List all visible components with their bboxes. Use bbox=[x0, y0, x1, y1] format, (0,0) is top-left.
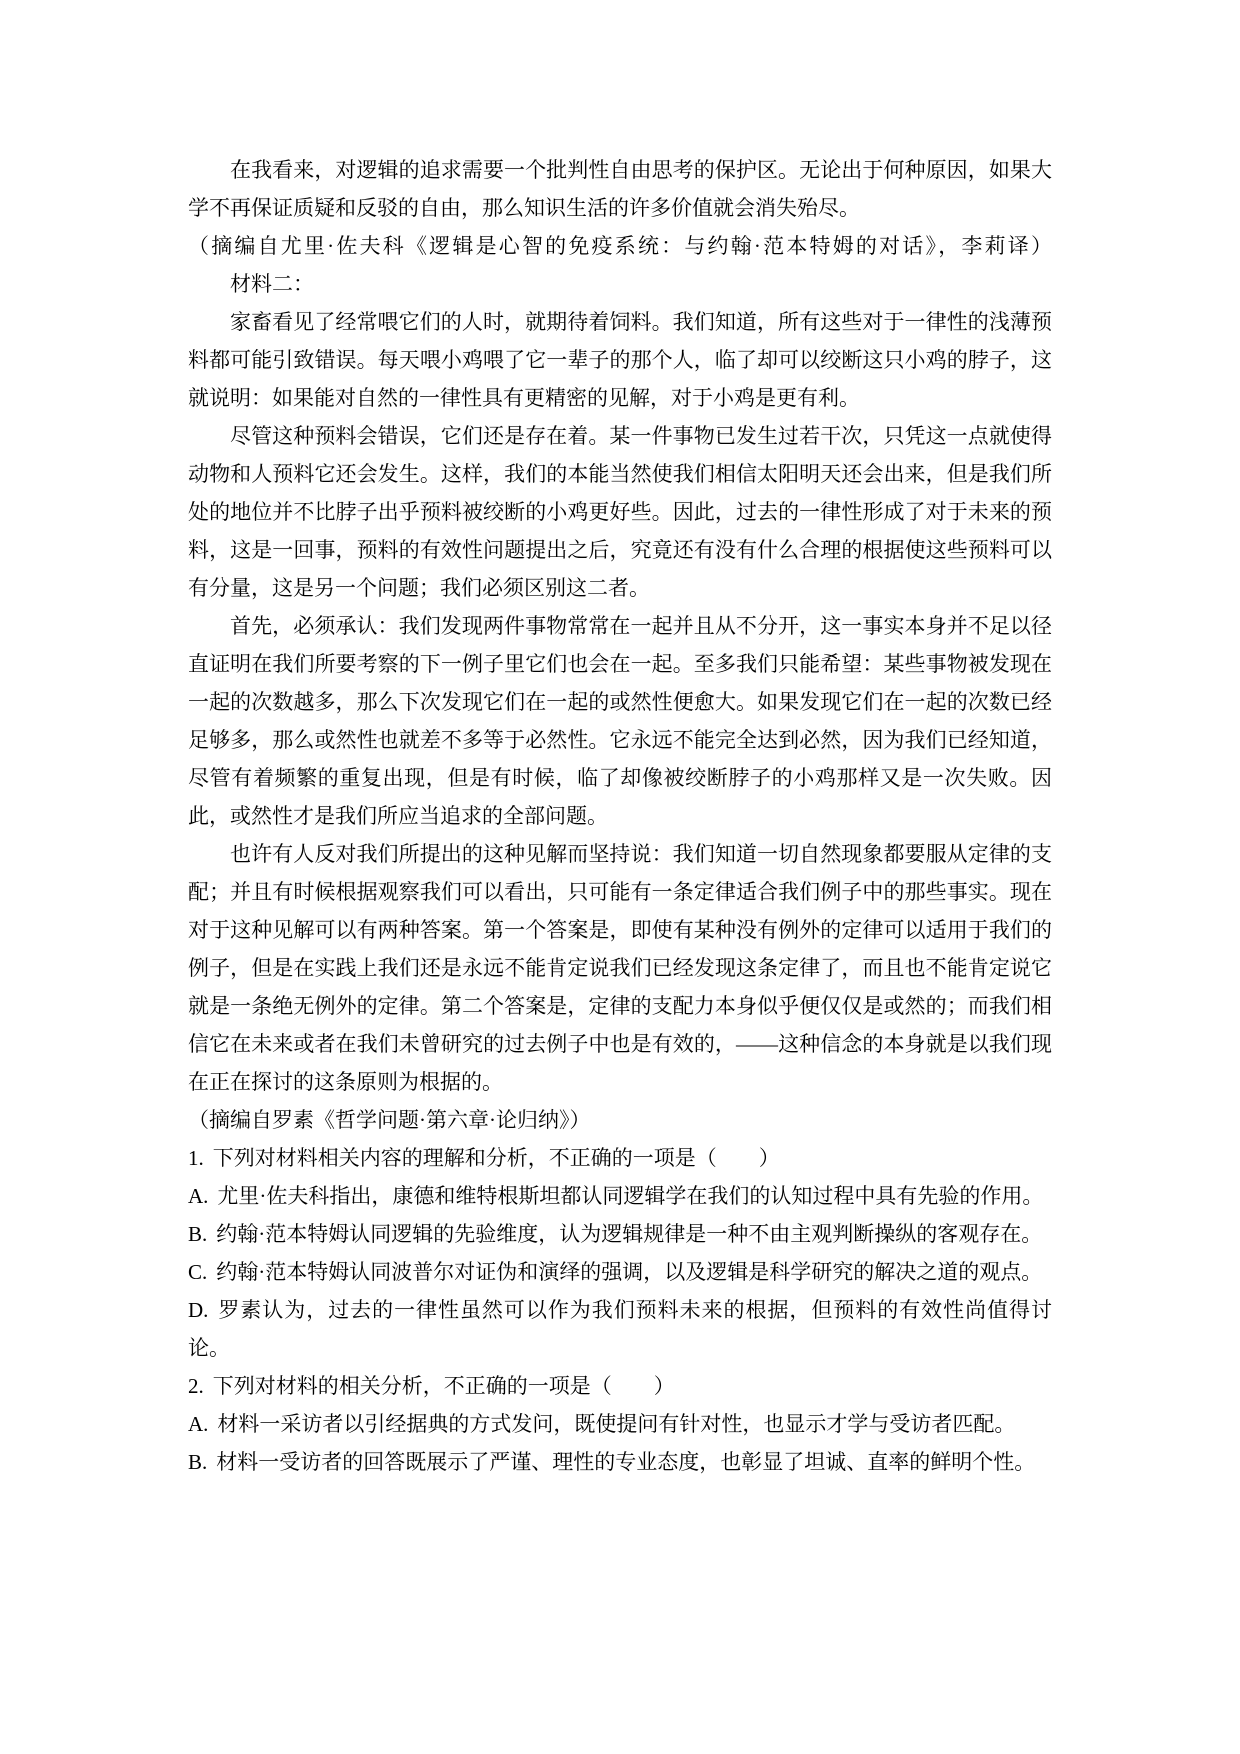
question-2-stem bbox=[188, 1367, 1052, 1405]
option-a-text: 尤里·佐夫科指出，康德和维特根斯坦都认同逻辑学在我们的认知过程中具有先验的作用。 bbox=[217, 1184, 1044, 1208]
question-2-option-a bbox=[188, 1405, 1052, 1443]
question-1-option-d bbox=[188, 1291, 1052, 1367]
material2-heading: 材料二： bbox=[230, 272, 314, 296]
option-b-text: 材料一受访者的回答既展示了严谨、理性的专业态度，也彰显了坦诚、直率的鲜明个性。 bbox=[216, 1450, 1036, 1474]
material2-citation: （摘编自罗素《哲学问题·第六章·论归纳》） bbox=[188, 1108, 591, 1132]
material2-paragraph-3: 首先，必须承认：我们发现两件事物常常在一起并且从不分开，这一事实本身并不足以径直证明在我们所要考察的下一例子里它们也会在一起。至多我们只能希望：某些事物被发现在一起的次数越多，那么下次发现它们在一起的或然性便愈大。如果发现它们在一起的次数已经足够多，那么或然性也就差不多等于必然性。它永远不能完全达到必然，因为我们已经知道，尽管有着频繁的重复出现，但是有时候，临了却像被绞断脖子的小鸡那样又是一次失败。因此，或然性才是我们所应当追求的全部问题。 bbox=[188, 614, 1052, 828]
question-2-number: 2. bbox=[188, 1374, 204, 1398]
option-d-text: 罗素认为，过去的一律性虽然可以作为我们预料未来的根据，但预料的有效性尚值得讨论。 bbox=[188, 1298, 1052, 1360]
option-b-label: B. bbox=[188, 1222, 208, 1246]
option-a-label: A. bbox=[188, 1412, 209, 1436]
material2-paragraph-2: 尽管这种预料会错误，它们还是存在着。某一件事物已发生过若干次，只凭这一点就使得动物和人预料它还会发生。这样，我们的本能当然使我们相信太阳明天还会出来，但是我们所处的地位并不比脖子出乎预料被绞断的小鸡更好些。因此，过去的一律性形成了对于未来的预料，这是一回事，预料的有效性问题提出之后，究竟还有没有什么合理的根据使这些预料可以有分量，这是另一个问题；我们必须区别这二者。 bbox=[188, 424, 1052, 600]
question-1-option-c bbox=[188, 1253, 1052, 1291]
option-d-label: D. bbox=[188, 1298, 209, 1322]
material1-citation: （摘编自尤里·佐夫科《逻辑是心智的免疫系统：与约翰·范本特姆的对话》，李莉译） bbox=[188, 234, 1052, 258]
question-1-number: 1. bbox=[188, 1146, 204, 1170]
option-c-text: 约翰·范本特姆认同波普尔对证伪和演绎的强调，以及逻辑是科学研究的解决之道的观点。 bbox=[216, 1260, 1043, 1284]
question-2-stem-text: 下列对材料的相关分析，不正确的一项是（ ） bbox=[212, 1374, 675, 1398]
option-b-text: 约翰·范本特姆认同逻辑的先验维度，认为逻辑规律是一种不由主观判断操纵的客观存在。 bbox=[216, 1222, 1043, 1246]
material2-paragraph-4: 也许有人反对我们所提出的这种见解而坚持说：我们知道一切自然现象都要服从定律的支配；并且有时候根据观察我们可以看出，只可能有一条定律适合我们例子中的那些事实。现在对于这种见解可以有两种答案。第一个答案是，即使有某种没有例外的定律可以适用于我们的例子，但是在实践上我们还是永远不能肯定说我们已经发现这条定律了，而且也不能肯定说它就是一条绝无例外的定律。第二个答案是，定律的支配力本身似乎便仅仅是或然的；而我们相信它在未来或者在我们未曾研究的过去例子中也是有效的，——这种信念的本身就是以我们现在正在探讨的这条原则为根据的。 bbox=[188, 842, 1052, 1094]
option-b-label: B. bbox=[188, 1450, 208, 1474]
question-1-stem-text: 下列对材料相关内容的理解和分析，不正确的一项是（ ） bbox=[212, 1146, 780, 1170]
question-1-option-b bbox=[188, 1215, 1052, 1253]
question-2-option-b bbox=[188, 1443, 1052, 1481]
option-a-label: A. bbox=[188, 1184, 209, 1208]
question-1-stem bbox=[188, 1139, 1052, 1177]
material2-paragraph-1: 家畜看见了经常喂它们的人时，就期待着饲料。我们知道，所有这些对于一律性的浅薄预料都可能引致错误。每天喂小鸡喂了它一辈子的那个人，临了却可以绞断这只小鸡的脖子，这就说明：如果能对自然的一律性具有更精密的见解，对于小鸡是更有利。 bbox=[188, 310, 1052, 410]
option-c-label: C. bbox=[188, 1260, 208, 1284]
material1-closing-paragraph: 在我看来，对逻辑的追求需要一个批判性自由思考的保护区。无论出于何种原因，如果大学不再保证质疑和反驳的自由，那么知识生活的许多价值就会消失殆尽。 bbox=[188, 158, 1052, 220]
question-1-option-a bbox=[188, 1177, 1052, 1215]
option-a-text: 材料一采访者以引经据典的方式发问，既使提问有针对性，也显示才学与受访者匹配。 bbox=[217, 1412, 1016, 1436]
